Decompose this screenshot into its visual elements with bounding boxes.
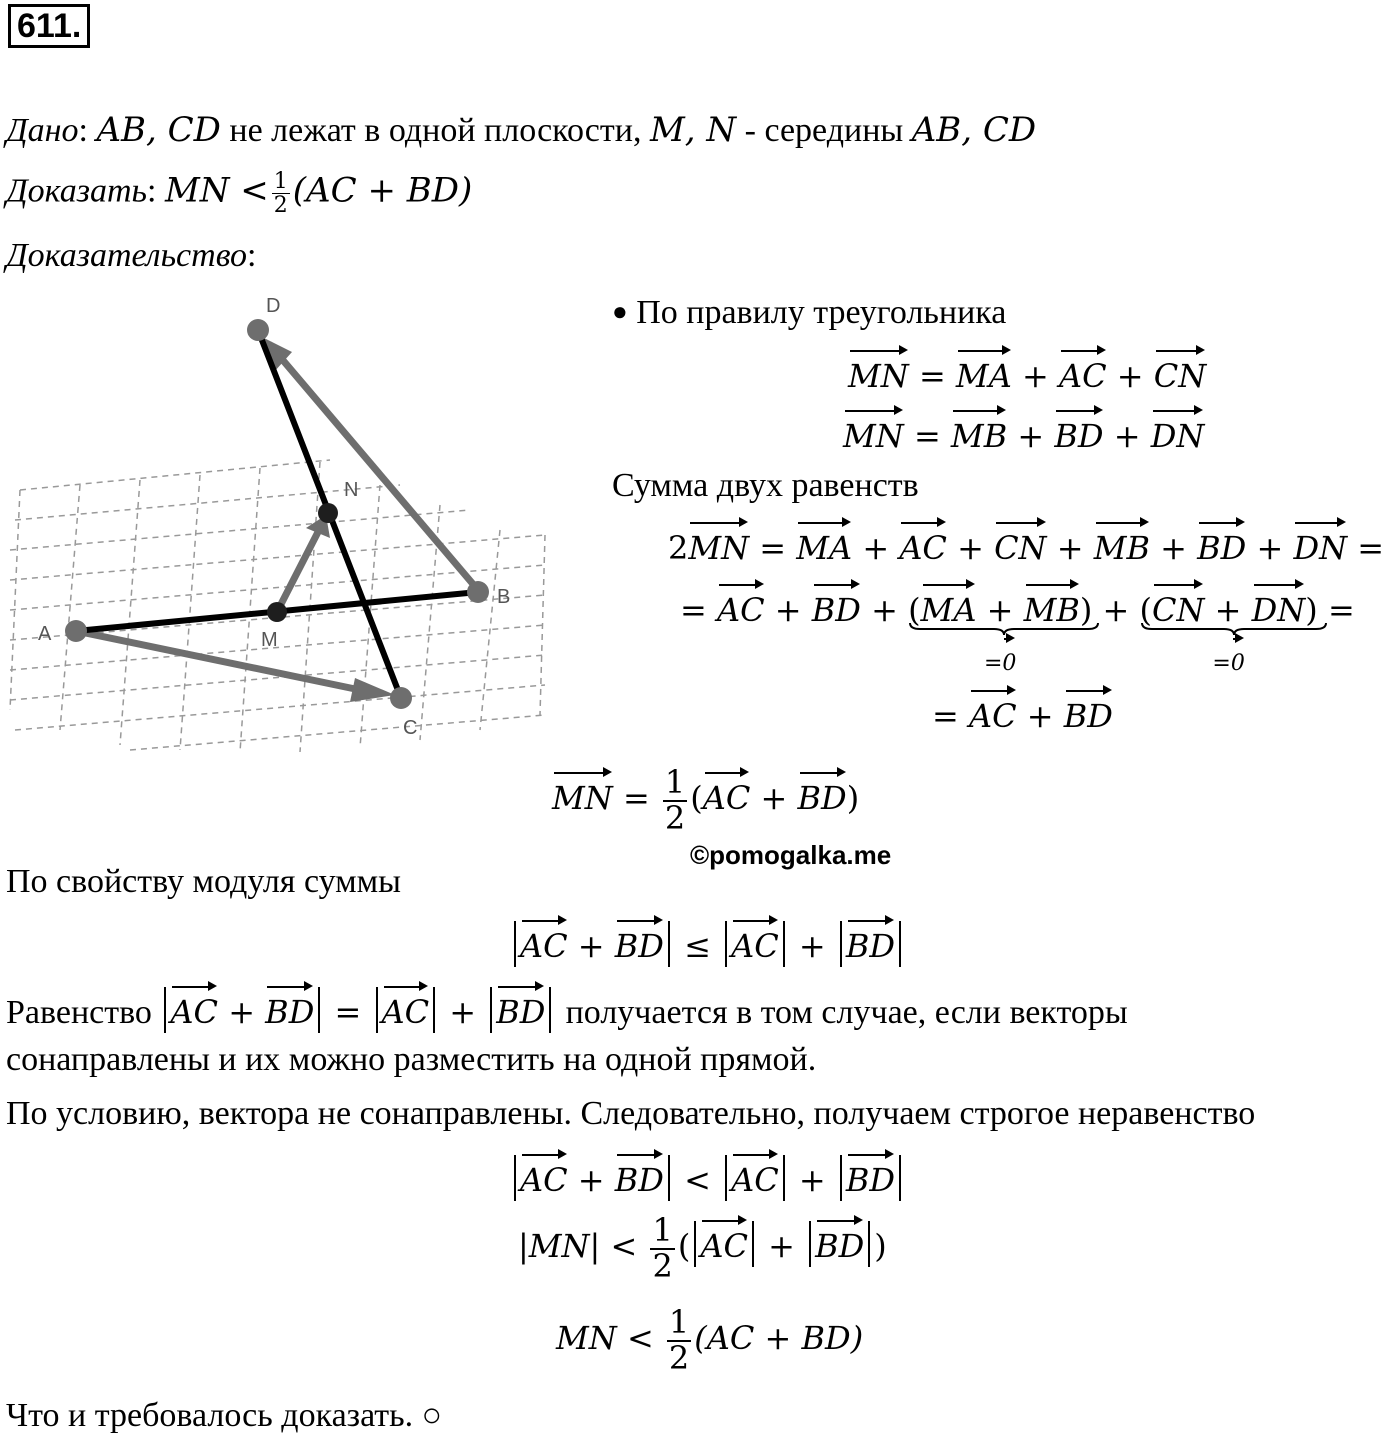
final-paren: (AC + BD) [694, 1319, 864, 1358]
codirected-text: сонаправлены и их можно разместить на одной прямой. [6, 1041, 817, 1078]
bullet-icon: ● [612, 297, 628, 326]
frac-den: 2 [668, 1338, 690, 1377]
equation-1 [848, 344, 1206, 398]
vec-cn: CN [994, 516, 1046, 570]
vec-bd: BD [615, 914, 664, 968]
op-plus: + [1160, 529, 1187, 567]
equality-prefix: Равенство [6, 994, 152, 1031]
abs-bar [725, 1155, 727, 1201]
vec-ma: MA [921, 578, 977, 632]
vec-dn: DN [1293, 516, 1347, 570]
frac-num: 1 [652, 1211, 673, 1249]
vec-mb: MB [1094, 516, 1150, 570]
brace-group-ma-mb [908, 578, 1093, 676]
prove-frac-num: 1 [273, 169, 288, 194]
proof-colon: : [247, 237, 257, 274]
op-plus: + [957, 529, 984, 567]
half-fraction [663, 763, 687, 837]
vec-ac: AC [1059, 344, 1107, 398]
abs-bar [668, 921, 670, 967]
vec-bd: BD [798, 766, 847, 820]
half-fraction [650, 1211, 674, 1285]
op-plus: + [449, 993, 477, 1031]
op-plus: + [1214, 591, 1242, 629]
op-plus: + [1116, 357, 1144, 395]
equality-expr [160, 993, 565, 1031]
given-line [6, 110, 1036, 151]
rparen: ) [1079, 591, 1093, 629]
abs-bar [549, 987, 551, 1033]
vec-ac: AC [700, 1214, 748, 1268]
vec-ac: AC [969, 684, 1017, 738]
geometry-figure [0, 290, 560, 770]
condition-text: По условию, вектора не сонаправлены. Следовательно, получаем строгое неравенство [6, 1095, 1256, 1132]
op-plus: + [577, 927, 605, 965]
property-text: По свойству модуля суммы [6, 863, 402, 900]
abs-bar [376, 987, 378, 1033]
qed-text: Что и требовалось доказать. ○ [6, 1397, 443, 1434]
brace-group-cn-dn [1139, 578, 1318, 676]
mn-abs: |MN| [518, 1227, 601, 1266]
inequality-triangle [510, 914, 905, 968]
abs-bar [868, 1221, 870, 1267]
op-plus: + [1256, 529, 1284, 567]
vec-mn: MN [688, 516, 749, 570]
abs-bar [164, 987, 166, 1033]
vec-mb: MB [1024, 578, 1080, 632]
label-n: N [344, 479, 359, 501]
given-text: не лежат в одной плоскости, [229, 112, 642, 149]
abs-bar [694, 1221, 696, 1267]
op-plus: + [774, 591, 802, 629]
vector-ac-line [76, 631, 360, 690]
vec-ma: MA [956, 344, 1012, 398]
vec-cn: CN [1154, 344, 1206, 398]
op-eq: = [1357, 529, 1385, 567]
vec-ac: AC [899, 516, 947, 570]
proof-label: Доказательство [6, 237, 248, 274]
op-plus: + [760, 779, 788, 818]
prove-frac-den: 2 [273, 193, 288, 219]
prove-expr-left: MN < [164, 170, 269, 211]
abs-bar [899, 1155, 901, 1201]
frac-num: 1 [664, 763, 686, 801]
equation-2 [843, 404, 1204, 458]
vec-ac: AC [170, 980, 218, 1034]
prove-fraction [272, 170, 290, 217]
point-m [267, 602, 287, 622]
rparen: ) [846, 779, 860, 818]
rparen: ) [1305, 591, 1318, 629]
vector-bd-line [270, 345, 478, 590]
abs-bar [668, 1155, 670, 1201]
abs-bar [899, 921, 901, 967]
point-d [247, 319, 269, 341]
abs-bar [514, 1155, 516, 1201]
vec-bd: BD [1064, 684, 1113, 738]
op-eq: = [1327, 591, 1355, 629]
op-lt: < [626, 1319, 654, 1358]
op-lt: < [610, 1227, 638, 1266]
vec-ac: AC [717, 578, 765, 632]
given-colon: : [78, 112, 88, 149]
op-lt: < [684, 1161, 711, 1199]
op-plus: + [1017, 417, 1045, 455]
vec-ac: AC [520, 1148, 568, 1202]
proof-heading [6, 236, 256, 276]
equality-suffix: получается в том случае, если векторы [565, 994, 1128, 1031]
inequality-strict [510, 1148, 905, 1202]
abs-bar [840, 1155, 842, 1201]
label-a: A [38, 623, 52, 645]
op-plus: + [1102, 591, 1130, 629]
mn-final: MN [556, 1319, 617, 1358]
prove-line [6, 170, 472, 217]
coef-two: 2 [668, 529, 689, 567]
vec-mn: MN [552, 766, 613, 820]
zero-vec: 0 [1002, 632, 1016, 686]
zero-label [908, 632, 1092, 686]
abs-bar [318, 987, 320, 1033]
op-plus: + [986, 591, 1014, 629]
op-eq: = [334, 993, 362, 1031]
given-segments2: AB, CD [911, 110, 1037, 150]
vec-mn: MN [848, 344, 909, 398]
lparen: ( [690, 779, 703, 818]
vec-ac: AC [731, 914, 779, 968]
frac-den: 2 [664, 798, 686, 837]
vec-dn: DN [1252, 578, 1306, 632]
op-plus: + [1113, 417, 1141, 455]
prove-expr-right: (AC + BD) [292, 170, 473, 211]
op-plus: + [768, 1227, 795, 1266]
op-eq: = [622, 779, 650, 818]
point-c [390, 687, 412, 709]
vec-ma: MA [796, 516, 852, 570]
op-le: ≤ [684, 927, 711, 965]
vec-ac: AC [382, 980, 430, 1034]
vec-bd: BD [846, 1148, 895, 1202]
op-eq: = [932, 697, 959, 735]
lparen: ( [1139, 591, 1152, 629]
vec-cn: CN [1152, 578, 1204, 632]
half-fraction [667, 1303, 691, 1377]
vec-dn: DN [1151, 404, 1205, 458]
point-a [65, 620, 87, 642]
op-plus: + [1026, 697, 1054, 735]
inequality-mn-abs [518, 1211, 887, 1285]
vec-bd: BD [496, 980, 545, 1034]
abs-bar [725, 921, 727, 967]
given-points: M, N [649, 110, 737, 150]
equation-half [552, 763, 860, 837]
equation-sum [668, 516, 1384, 570]
op-plus: + [871, 591, 898, 629]
zero-vec: 0 [1231, 632, 1245, 686]
vec-ac: AC [731, 1148, 779, 1202]
lparen: ( [908, 591, 921, 629]
op-plus: + [228, 993, 255, 1031]
abs-bar [752, 1221, 754, 1267]
op-plus: + [798, 927, 826, 965]
abs-bar [783, 921, 785, 967]
op-eq: = [680, 591, 707, 629]
problem-number: 611. [8, 4, 90, 48]
zero-eq: = [1212, 651, 1231, 676]
label-d: D [266, 295, 281, 317]
vec-mn: MN [843, 404, 904, 458]
label-c: C [403, 717, 418, 739]
label-m: M [261, 629, 278, 651]
triangle-rule-text: По правилу треугольника [636, 294, 1007, 331]
vec-bd: BD [1197, 516, 1246, 570]
op-plus: + [1056, 529, 1084, 567]
equation-grouping [680, 578, 1355, 676]
op-plus: + [577, 1161, 605, 1199]
op-plus: + [1021, 357, 1049, 395]
op-eq: = [759, 529, 787, 567]
abs-bar [490, 987, 492, 1033]
vec-ac: AC [520, 914, 568, 968]
rparen: ) [874, 1227, 887, 1266]
given-text2: - середины [744, 112, 904, 149]
prove-label: Доказать [6, 172, 147, 210]
op-plus: + [862, 529, 890, 567]
abs-bar [514, 921, 516, 967]
vec-ac: AC [703, 766, 751, 820]
point-n [318, 503, 338, 523]
op-eq: = [913, 417, 941, 455]
sum-text: Сумма двух равенств [612, 467, 919, 504]
abs-bar [840, 921, 842, 967]
vec-bd: BD [815, 1214, 864, 1268]
zero-label [1140, 632, 1318, 686]
vec-bd: BD [846, 914, 895, 968]
vec-bd: BD [615, 1148, 664, 1202]
abs-bar [433, 987, 435, 1033]
label-b: B [497, 586, 511, 608]
abs-bar [783, 1155, 785, 1201]
equation-result [932, 684, 1113, 738]
vec-bd: BD [812, 578, 861, 632]
frac-den: 2 [652, 1246, 673, 1285]
vec-bd: BD [265, 980, 314, 1034]
vec-bd: BD [1054, 404, 1103, 458]
equality-line [6, 980, 1128, 1034]
inequality-final [556, 1303, 864, 1377]
watermark: ©pomogalka.me [690, 840, 892, 870]
point-b [467, 581, 489, 603]
prove-colon: : [146, 172, 157, 210]
vec-mb: MB [951, 404, 1007, 458]
abs-bar [809, 1221, 811, 1267]
frac-num: 1 [668, 1303, 690, 1341]
given-segments: AB, CD [96, 110, 221, 150]
given-label: Дано [6, 112, 79, 149]
op-plus: + [798, 1161, 826, 1199]
lparen: ( [677, 1227, 691, 1266]
op-eq: = [918, 357, 946, 395]
zero-eq: = [983, 651, 1003, 676]
triangle-rule-line [612, 292, 1006, 333]
